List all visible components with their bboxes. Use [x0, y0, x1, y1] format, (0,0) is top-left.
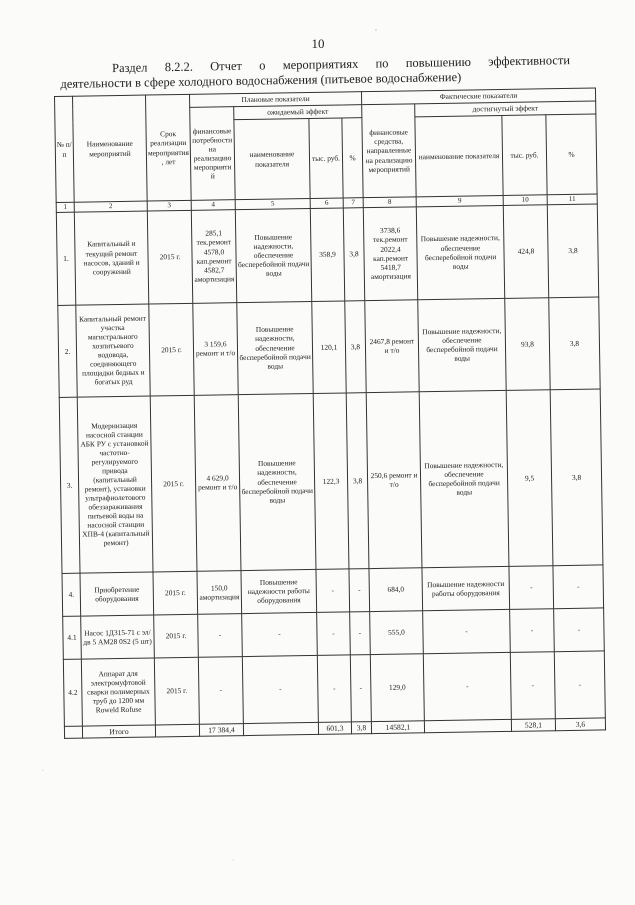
scan-speck: ·: [42, 768, 44, 774]
header-name: Наименование мероприятий: [73, 95, 148, 202]
table-row: [59, 388, 603, 572]
column-number: 8: [363, 197, 416, 207]
row-fact-finance: 555,0: [370, 610, 424, 654]
header-num: № п/п: [55, 96, 75, 202]
row-fact-pct: 3,8: [550, 388, 603, 565]
column-number: 10: [503, 195, 547, 205]
row-fact-indicator: Повышение надежности, обеспечение бесперебойной подачи воды: [416, 205, 504, 299]
column-number: 4: [191, 200, 235, 210]
row-plan-pct: 3,8: [346, 392, 369, 568]
total-empty: [155, 724, 199, 737]
scan-speck: ◦: [375, 28, 378, 34]
total-plan-pct: 3,8: [351, 721, 371, 734]
total-plan-finance: 17 384,4: [199, 723, 243, 736]
row-plan-finance: 150,0 амортизация: [197, 570, 242, 614]
row-plan-rub: -: [316, 568, 350, 612]
row-fact-indicator: -: [423, 652, 511, 720]
row-name: Аппарат для электромуфтовой сварки полимерных труб до 1200 мм Roweld Rofuse: [81, 658, 155, 726]
header-fact-rub: тыс. руб.: [502, 115, 547, 196]
row-name: Приобретение оборудования: [80, 572, 154, 616]
row-plan-indicator: Повышение надежности, обеспечение бесперебойной подачи воды: [235, 208, 311, 302]
row-plan-pct: 3,8: [343, 207, 364, 300]
row-plan-pct: -: [350, 611, 371, 654]
column-number: 7: [343, 198, 363, 208]
row-plan-rub: 122,3: [313, 392, 349, 568]
report-table-wrapper: [54, 87, 606, 738]
row-num: 2.: [58, 305, 77, 397]
row-plan-finance: 4 629,0 ремонт и т/о: [194, 394, 241, 571]
section-title-line-2: деятельности в сфере холодного водоснабжения (питьевое водоснабжение): [60, 70, 462, 91]
scan-speck: ·: [232, 858, 234, 864]
row-name: Насос 1Д315-71 с эл/дв 5 АМ28 0S2 (5 шт): [81, 615, 155, 659]
row-fact-finance: 3738,6 тек.ремонт 2022,4 кап.ремонт 5418,7 амортизация: [363, 206, 417, 300]
row-fact-rub: 9,5: [506, 389, 553, 566]
row-term: 2015 г.: [154, 614, 199, 658]
header-fact-finance: финансовые средства, направленные на реализацию мероприятий: [362, 104, 416, 198]
row-plan-rub: 358,9: [310, 208, 344, 302]
row-fact-pct: -: [554, 607, 605, 651]
row-fact-rub: -: [510, 651, 555, 719]
column-number: 6: [310, 198, 343, 208]
row-plan-indicator: Повышение надежности работы оборудования: [241, 569, 317, 613]
row-term: 2015 г.: [153, 571, 198, 615]
row-fact-rub: 93,8: [505, 297, 550, 390]
header-achieved-effect: достигнутый эффект: [415, 101, 596, 117]
table-row: [63, 650, 605, 725]
row-num: 1.: [56, 212, 75, 305]
header-expected-effect: ожидаемый эффект: [234, 105, 362, 120]
row-plan-indicator: -: [242, 655, 318, 723]
column-number: 3: [147, 200, 191, 210]
row-fact-finance: 684,0: [369, 567, 423, 611]
total-label: Итого: [82, 725, 155, 738]
row-fact-finance: 250,6 ремонт и т/о: [366, 391, 422, 568]
total-plan-rub: 601,3: [318, 721, 351, 734]
total-fact-pct: 3,6: [555, 717, 605, 730]
row-fact-rub: -: [510, 608, 555, 652]
row-num: 4.2: [63, 659, 82, 726]
row-plan-rub: -: [317, 611, 351, 655]
row-fact-rub: -: [509, 565, 554, 609]
total-empty: [243, 722, 318, 735]
total-empty: [424, 719, 511, 733]
row-num: 4.: [62, 573, 81, 616]
row-plan-indicator: Повышение надежности, обеспечение бесперебойной подачи воды: [237, 301, 313, 394]
row-name: Модернизация насосной станции АБК РУ с установкой частотно-регулируемого привода (капитальный ремонт), установки ультрафиолетового обеззараживания питьевой воды на насосной станции ХПВ-4 (капитальный ремонт): [77, 396, 153, 573]
row-plan-finance: -: [198, 656, 243, 724]
section-title-line-1: Раздел 8.2.2. Отчет о мероприятиях по повышению эффективности: [111, 53, 571, 76]
row-fact-finance: 129,0: [370, 653, 424, 721]
row-fact-indicator: -: [423, 609, 511, 653]
row-name: Капитальный ремонт участка магистрального хозпитьевого водовода, соединяющего площадки бедных и богатых руд: [76, 304, 150, 397]
column-number: 1: [56, 202, 74, 212]
row-plan-rub: -: [317, 654, 351, 722]
row-plan-indicator: -: [242, 612, 318, 656]
row-fact-pct: -: [553, 564, 604, 608]
row-plan-finance: 285,1 тек.ремонт 4578,0 кап.ремонт 4582,7 амортизация: [191, 209, 236, 303]
row-plan-pct: -: [349, 568, 370, 611]
header-fact-indicator: наименование показателя: [415, 115, 503, 196]
row-num: 3.: [59, 397, 80, 573]
column-number: 5: [235, 198, 310, 209]
row-fact-pct: -: [554, 650, 605, 718]
row-fact-indicator: Повышение надежности, обеспечение бесперебойной подачи воды: [418, 298, 506, 391]
total-empty: [64, 726, 82, 739]
row-fact-indicator: Повышение надежности работы оборудования: [422, 566, 510, 610]
row-fact-indicator: Повышение надежности, обеспечение бесперебойной подачи воды: [419, 390, 509, 567]
header-plan-rub: тыс. руб.: [309, 118, 343, 199]
table-row: [58, 296, 600, 396]
row-fact-pct: 3,8: [549, 296, 600, 389]
row-fact-finance: 2467,8 ремонт и т/о: [365, 299, 419, 392]
report-table: [54, 87, 606, 738]
page-number: 10: [311, 36, 325, 51]
row-fact-rub: 424,8: [503, 204, 548, 298]
row-plan-pct: 3,8: [345, 300, 366, 392]
header-fact-pct: %: [546, 114, 597, 195]
header-plan-pct: %: [342, 118, 363, 198]
total-fact-rub: 528,1: [511, 718, 555, 731]
row-name: Капитальный и текущий ремонт насосов, зданий и сооружений: [74, 211, 148, 305]
row-term: 2015 г.: [147, 210, 192, 304]
row-term: 2015 г.: [154, 657, 199, 725]
header-plan-indicator: наименование показателя: [234, 118, 310, 199]
total-fact-finance: 14582,1: [371, 720, 424, 733]
row-term: 2015 г.: [149, 303, 194, 396]
column-number: 2: [74, 201, 147, 212]
row-fact-pct: 3,8: [547, 204, 598, 298]
row-plan-indicator: Повышение надежности, обеспечение бесперебойной подачи воды: [238, 393, 316, 570]
header-term: Срок реализации мероприятия, лет: [145, 94, 191, 201]
table-row: [56, 204, 598, 305]
column-number: 11: [547, 194, 597, 204]
row-plan-finance: 3 159,6 ремонт и т/о: [193, 302, 238, 395]
header-planned: Плановые показатели: [189, 92, 361, 108]
row-plan-rub: 120,1: [312, 300, 346, 393]
header-plan-finance: финансовые потребности на реализацию мероприятий: [190, 107, 235, 201]
row-plan-finance: -: [198, 613, 243, 657]
row-num: 4.1: [63, 616, 82, 659]
header-actual: Фактические показатели: [361, 88, 595, 105]
row-plan-pct: -: [350, 654, 371, 721]
section-title: [60, 53, 570, 92]
column-number: 9: [416, 195, 503, 206]
row-term: 2015 г.: [150, 395, 197, 572]
